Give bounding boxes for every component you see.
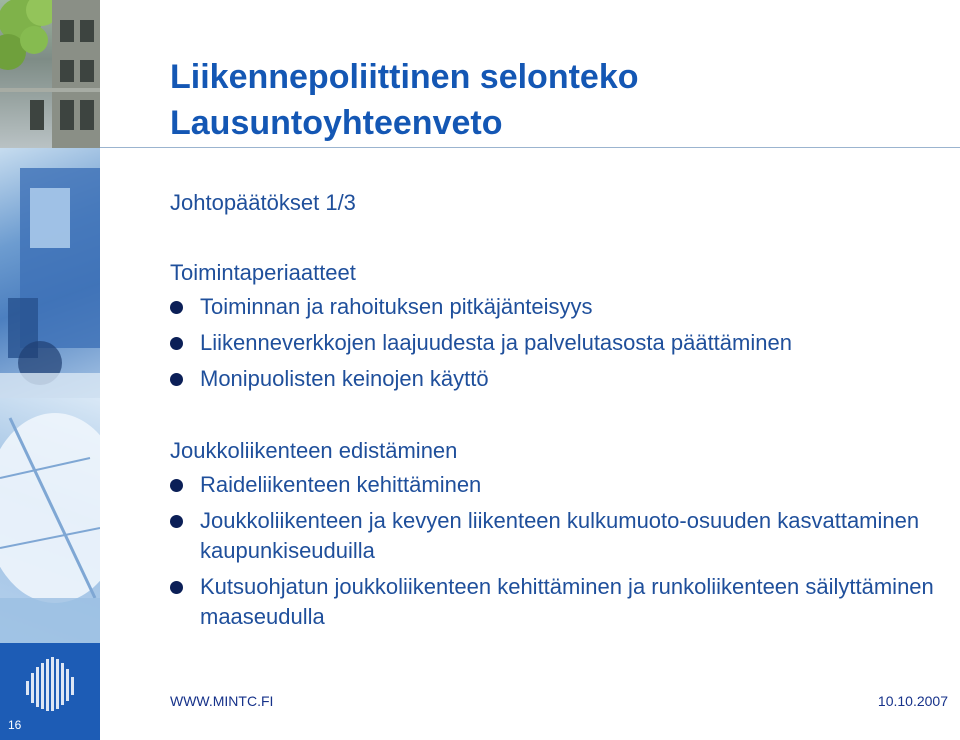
list-item-text: Toiminnan ja rahoituksen pitkäjänteisyys — [200, 294, 593, 319]
section-heading: Toimintaperiaatteet — [170, 260, 356, 285]
ministry-logo — [0, 643, 100, 740]
list-item — [170, 470, 940, 500]
satellite-dish-photo — [0, 398, 100, 643]
list-item-text: Joukkoliikenteen ja kevyen liikenteen kulkumuoto-osuuden kasvattaminen kaupunkiseuduilla — [200, 508, 920, 563]
section-public-transport — [170, 436, 940, 632]
left-image-strip — [0, 0, 100, 740]
bullet-list — [170, 470, 940, 632]
list-item — [170, 292, 940, 322]
title-divider — [100, 147, 960, 148]
footer-date: 10.10.2007 — [877, 693, 948, 709]
bullet-list — [170, 292, 940, 394]
bullet-dot-icon — [170, 373, 183, 386]
bullet-dot-icon — [170, 337, 183, 350]
page-title — [170, 54, 639, 146]
page-number: 16 — [8, 718, 22, 732]
title-line-1: Liikennepoliittinen selonteko — [170, 58, 639, 96]
building-photo — [0, 0, 100, 148]
footer-url[interactable]: WWW.MINTC.FI — [170, 693, 274, 709]
list-item-text: Raideliikenteen kehittäminen — [200, 472, 482, 497]
list-item-text: Liikenneverkkojen laajuudesta ja palvelutasosta päättäminen — [200, 330, 792, 355]
bullet-dot-icon — [170, 581, 183, 594]
list-item — [170, 506, 940, 566]
bullet-dot-icon — [170, 515, 183, 528]
title-line-2: Lausuntoyhteenveto — [170, 104, 503, 142]
section-heading: Joukkoliikenteen edistäminen — [170, 438, 458, 463]
list-item-text: Monipuolisten keinojen käyttö — [200, 366, 489, 391]
slide-subtitle: Johtopäätökset 1/3 — [170, 190, 356, 215]
bullet-dot-icon — [170, 301, 183, 314]
list-item-text: Kutsuohjatun joukkoliikenteen kehittäminen ja runkoliikenteen säilyttäminen maaseudulla — [200, 574, 934, 629]
slide-content — [170, 258, 940, 638]
list-item — [170, 364, 940, 394]
section-principles — [170, 258, 940, 394]
section-spacer — [170, 400, 940, 436]
list-item — [170, 328, 940, 358]
list-item — [170, 572, 940, 632]
truck-photo — [0, 148, 100, 398]
bullet-dot-icon — [170, 479, 183, 492]
